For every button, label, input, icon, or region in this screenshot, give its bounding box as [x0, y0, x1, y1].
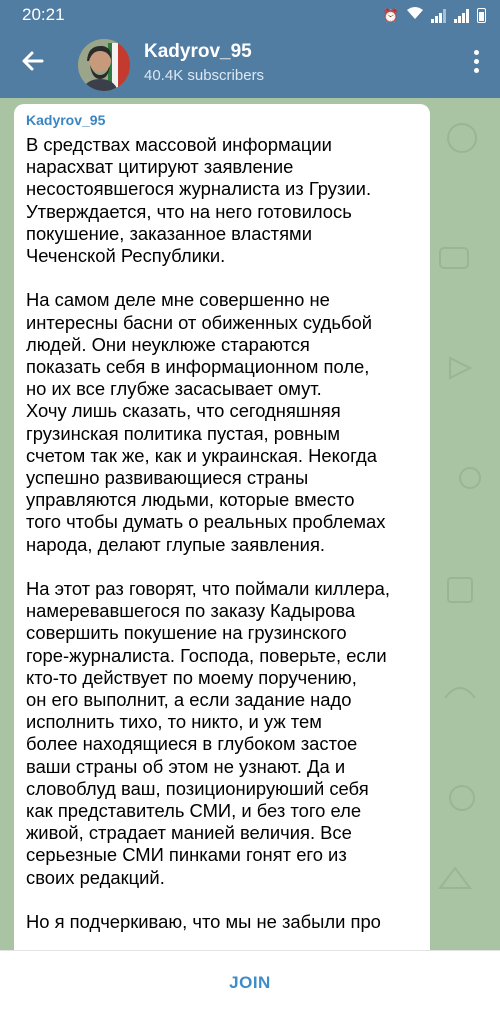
channel-title[interactable]: Kadyrov_95: [144, 41, 252, 62]
status-bar: [0, 0, 500, 30]
bottom-bar: [0, 950, 500, 1029]
text-line: интересны басни от обиженных судьбой: [26, 311, 372, 333]
battery-icon: [477, 8, 486, 23]
text-line: грузинская политика пустая, ровным: [26, 422, 341, 444]
text-line: как представитель СМИ, и без того еле: [26, 800, 362, 822]
text-line: Чеченской Республики.: [26, 245, 226, 267]
text-line: серьезные СМИ пинками гонят его из: [26, 844, 347, 866]
text-line: горе-журналиста. Господа, поверьте, если: [26, 644, 387, 666]
text-line: людей. Они неуклюже стараются: [26, 333, 310, 355]
text-line: он его выполнит, а если задание надо: [26, 689, 352, 711]
subscriber-count: 40.4K subscribers: [144, 67, 265, 84]
text-line: совершить покушение на грузинского: [26, 622, 347, 644]
system-icons: [383, 6, 486, 25]
chat-area[interactable]: [0, 98, 500, 950]
text-line: ваши страны об этом не узнают. Да и: [26, 755, 346, 777]
text-line: На этот раз говорят, что поймали киллера,: [26, 578, 391, 600]
text-line: Хочу лишь сказать, что сегодняшняя: [26, 400, 341, 422]
text-line: покушение, заказанное властями: [26, 222, 312, 244]
chat-header: [0, 30, 500, 98]
text-line: того чтобы думать о реальных проблемах: [26, 511, 386, 533]
text-line: нарасхват цитируют заявление: [26, 156, 294, 178]
text-line: намеревавшегося по заказу Кадырова: [26, 600, 356, 622]
text-line: Но я подчеркиваю, что мы не забыли про: [26, 911, 381, 933]
text-line: но их все глубже засасывает омут.: [26, 378, 322, 400]
text-line: управляются людьми, которые вместо: [26, 489, 355, 511]
text-line: показать себя в информационном поле,: [26, 356, 370, 378]
text-line: несостоявшегося журналиста из Грузии.: [26, 178, 372, 200]
join-button[interactable]: JOIN: [229, 973, 271, 992]
text-line: кто-то действует по моему поручению,: [26, 666, 357, 688]
signal-icon-1: [431, 9, 447, 23]
text-line: народа, делают глупые заявления.: [26, 533, 326, 555]
text-line: Утверждается, что на него готовилось: [26, 200, 352, 222]
text-line: На самом деле мне совершенно не: [26, 289, 330, 311]
wifi-icon: [406, 6, 424, 25]
text-line: счетом так же, как и украинская. Некогда: [26, 444, 377, 466]
status-time: 20:21: [22, 5, 65, 24]
message-sender[interactable]: Kadyrov_95: [26, 112, 106, 128]
text-line: своих редакций.: [26, 866, 165, 888]
more-vert-icon[interactable]: [472, 50, 480, 78]
text-line: словоблуд ваш, позиционируюший себя: [26, 777, 369, 799]
message-text: [26, 134, 418, 933]
text-line: исполнить тихо, то никто, и уж тем: [26, 711, 322, 733]
text-line: более находящиеся в глубоком застое: [26, 733, 358, 755]
back-arrow-icon[interactable]: [18, 48, 48, 78]
text-line: В средствах массовой информации: [26, 134, 332, 155]
signal-icon-2: [454, 9, 470, 23]
alarm-icon: ⏰: [382, 7, 399, 23]
text-line: успешно развивающиеся страны: [26, 467, 309, 489]
text-line: живой, страдает манией величия. Все: [26, 822, 352, 844]
channel-avatar[interactable]: [78, 39, 130, 91]
message-bubble[interactable]: [14, 104, 430, 950]
